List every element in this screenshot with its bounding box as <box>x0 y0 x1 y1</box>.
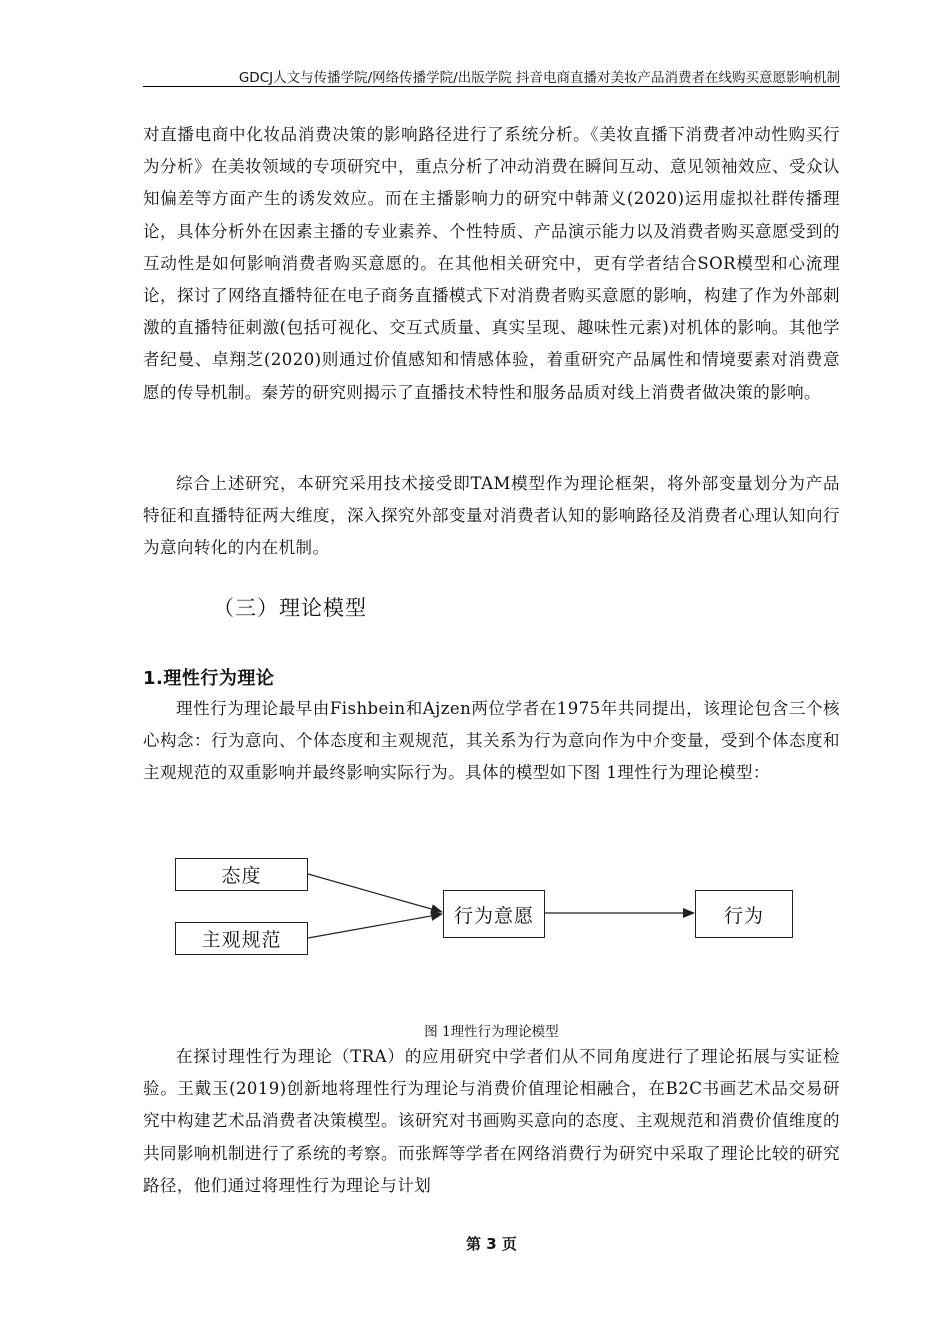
node-behavioral-intention: 行为意愿 <box>443 890 545 938</box>
page-number: 第 3 页 <box>466 1235 517 1253</box>
paragraph-summary: 综合上述研究，本研究采用技术接受即TAM模型作为理论框架，将外部变量划分为产品特征和直播特征两大维度，深入探究外部变量对消费者认知的影响路径及消费者心理认知向行为意向转化的内在机制。 <box>143 474 840 558</box>
paragraph-continued: 对直播电商中化妆品消费决策的影响路径进行了系统分析。《美妆直播下消费者冲动性购买行为分析》在美妆领域的专项研究中，重点分析了冲动消费在瞬间互动、意见领袖效应、受众认知偏差等方面产生的诱发效应。而在主播影响力的研究中韩萧义(2020)运用虚拟社群传播理论，具体分析外在因素主播的专业素养、个性特质、产品演示能力以及消费者购买意愿受到的互动性是如何影响消费者购买意愿的。在其他相关研究中，更有学者结合SOR模型和心流理论，探讨了网络直播特征在电子商务直播模式下对消费者购买意愿的影响，构建了作为外部刺激的直播特征刺激(包括可视化、交互式质量、真实呈现、趣味性元素)对机体的影响。其他学者纪曼、卓翔芝(2020)则通过价值感知和情感体验，着重研究产品属性和情境要素对消费意愿的传导机制。秦芳的研究则揭示了直播技术特性和服务品质对线上消费者做决策的影响。 <box>143 125 840 402</box>
running-header: GDCJ人文与传播学院/网络传播学院/出版学院 抖音电商直播对美妆产品消费者在线购买意愿影响机制 <box>238 70 840 86</box>
section-heading: （三）理论模型 <box>213 596 367 620</box>
paragraph-tra-intro: 理性行为理论最早由Fishbein和Ajzen两位学者在1975年共同提出，该理论包含三个核心构念：行为意向、个体态度和主观规范，其关系为行为意向作为中介变量，受到个体态度和主观规范的双重影响并最终影响实际行为。具体的模型如下图 1理性行为理论模型： <box>143 699 840 783</box>
arrow-norm-to-intention <box>308 914 442 938</box>
node-subjective-norm: 主观规范 <box>175 922 308 955</box>
subsection-heading: 1.理性行为理论 <box>143 668 275 689</box>
paragraph-tra-applications: 在探讨理性行为理论（TRA）的应用研究中学者们从不同角度进行了理论拓展与实证检验。王戴玉(2019)创新地将理性行为理论与消费价值理论相融合，在B2C书画艺术品交易研究中构建艺术品消费者决策模型。该研究对书画购买意向的态度、主观规范和消费价值维度的共同影响机制进行了系统的考察。而张辉等学者在网络消费行为研究中采取了理论比较的研究路径，他们通过将理性行为理论与计划 <box>143 1047 840 1195</box>
node-behavior: 行为 <box>695 890 793 938</box>
node-attitude: 态度 <box>175 858 308 891</box>
arrow-attitude-to-intention <box>308 874 442 912</box>
figure-caption: 图 1理性行为理论模型 <box>424 1024 559 1040</box>
